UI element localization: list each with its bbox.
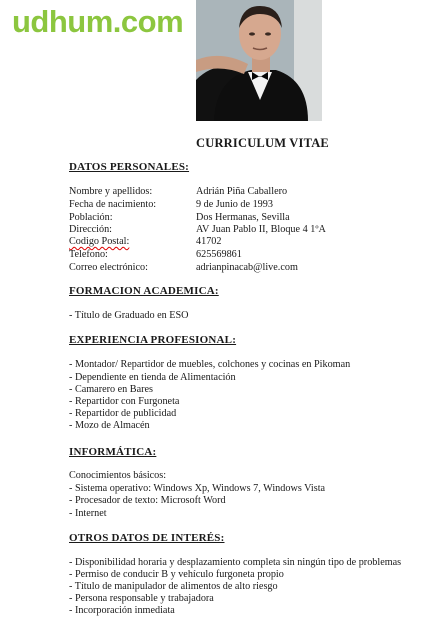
- experience-item: - Mozo de Almacén: [69, 420, 150, 431]
- experience-item: - Repartidor con Furgoneta: [69, 396, 180, 407]
- interests-item: - Permiso de conducir B y vehículo furgoneta propio: [69, 569, 284, 580]
- value-postal-code: 41702: [196, 236, 222, 247]
- label-email: Correo electrónico:: [69, 262, 148, 273]
- value-email: adrianpinacab@live.com: [196, 262, 298, 273]
- document-title: CURRICULUM VITAE: [196, 136, 329, 150]
- watermark-logo: udhum.com: [12, 4, 184, 39]
- section-heading-education: FORMACION ACADEMICA:: [69, 285, 219, 297]
- label-postal-code: Codigo Postal:: [69, 236, 130, 247]
- interests-item: - Incorporación inmediata: [69, 605, 175, 616]
- label-phone: Telefono:: [69, 249, 108, 260]
- interests-item: - Persona responsable y trabajadora: [69, 593, 214, 604]
- value-birthdate: 9 de Junio de 1993: [196, 199, 273, 210]
- section-heading-personal: DATOS PERSONALES:: [69, 161, 190, 173]
- section-heading-experience: EXPERIENCIA PROFESIONAL:: [69, 334, 237, 346]
- experience-item: - Repartidor de publicidad: [69, 408, 177, 419]
- interests-item: - Disponibilidad horaria y desplazamiento completa sin ningún tipo de problemas: [69, 557, 402, 568]
- portrait-photo-icon: [196, 0, 322, 121]
- section-heading-computing: INFORMÁTICA:: [69, 446, 157, 458]
- education-item: - Título de Graduado en ESO: [69, 310, 189, 321]
- value-name: Adrián Piña Caballero: [196, 186, 288, 197]
- value-address: AV Juan Pablo II, Bloque 4 1ºA: [196, 224, 326, 235]
- label-birthdate: Fecha de nacimiento:: [69, 199, 157, 210]
- value-phone: 625569861: [196, 249, 242, 260]
- label-name: Nombre y apellidos:: [69, 186, 153, 197]
- value-town: Dos Hermanas, Sevilla: [196, 212, 290, 223]
- label-address: Dirección:: [69, 224, 112, 235]
- section-heading-interests: OTROS DATOS DE INTERÉS:: [69, 532, 225, 544]
- computing-item: - Procesador de texto: Microsoft Word: [69, 495, 226, 506]
- computing-item: - Sistema operativo: Windows Xp, Windows 7, Windows Vista: [69, 483, 326, 494]
- label-town: Población:: [69, 212, 113, 223]
- experience-item: - Camarero en Bares: [69, 384, 154, 395]
- computing-intro: Conocimientos básicos:: [69, 470, 167, 481]
- experience-item: - Montador/ Repartidor de muebles, colchones y cocinas en Pikoman: [69, 359, 351, 370]
- interests-item: - Título de manipulador de alimentos de alto riesgo: [69, 581, 278, 592]
- computing-item: - Internet: [69, 508, 107, 519]
- experience-item: - Dependiente en tienda de Alimentación: [69, 372, 236, 383]
